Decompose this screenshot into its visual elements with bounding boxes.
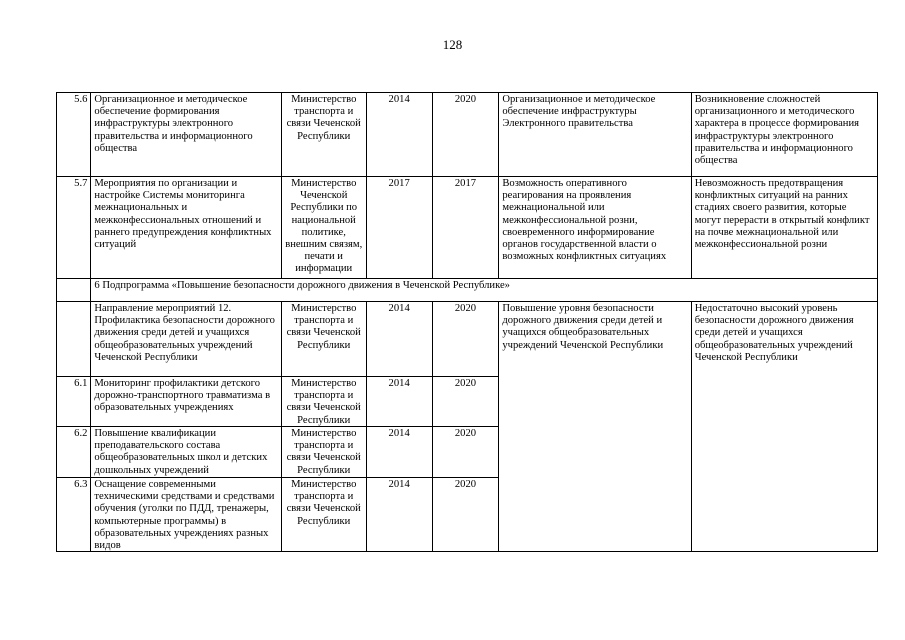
result-cell: Повышение уровня безопасности дорожного движения среди детей и учащихся общеобразовательных учреждений Чеченской Республики	[499, 302, 691, 552]
risk-cell	[691, 93, 877, 177]
risk-text: Возникновение сложностей организационного и методического характера в процессе формирования инфраструктуры электронного правительства и информационного общества	[694, 94, 860, 167]
empty-number-cell	[57, 279, 91, 302]
start-year: 2017	[366, 177, 432, 279]
end-year: 2020	[432, 478, 499, 552]
activity-cell	[91, 377, 281, 427]
activity-text: Направление мероприятий 12. Профилактика безопасности дорожного движения среди детей и учащихся общеобразовательных учреждений Чеченской Республики	[94, 303, 275, 363]
row-number: 5.6	[57, 93, 91, 177]
executor-text: Министерство транспорта и связи Чеченской Республики	[286, 303, 361, 351]
executor-cell	[281, 93, 366, 177]
row-number: 6.3	[57, 478, 91, 552]
executor-cell	[281, 427, 366, 478]
activity-text: Организационное и методическое обеспечение формирования инфраструктуры электронного правительства и информационного общества	[94, 94, 253, 154]
risk-cell	[691, 177, 877, 279]
empty-number-cell	[57, 302, 91, 377]
executor-text: Министерство транспорта и связи Чеченской Республики	[286, 428, 361, 476]
executor-cell	[281, 377, 366, 427]
executor-text: Министерство транспорта и связи Чеченской Республики	[286, 378, 361, 426]
result-text: Организационное и методическое обеспечение инфраструктуры Электронного правительства	[502, 94, 656, 130]
table-row	[57, 177, 878, 279]
program-activities-table	[56, 92, 878, 552]
result-cell	[499, 177, 691, 279]
risk-text: Невозможность предотвращения конфликтных ситуаций на ранних стадиях своего развития, которые могут перерасти в открытый конфликт на почве межнациональной или межконфессиональной розни	[694, 178, 870, 251]
executor-text: Министерство транспорта и связи Чеченской Республики	[286, 479, 361, 527]
end-year: 2020	[432, 302, 499, 377]
activity-text: Мероприятия по организации и настройке Системы мониторинга межнациональных и межконфессиональных отношений и раннего предупреждения конфликтных ситуаций	[94, 178, 272, 251]
activity-cell	[91, 302, 281, 377]
start-year: 2014	[366, 377, 432, 427]
risk-cell: Недостаточно высокий уровень безопасности дорожного движения среди детей и учащихся общеобразовательных учреждений Чеченской Республики	[691, 302, 877, 552]
start-year: 2014	[366, 93, 432, 177]
executor-text: Министерство транспорта и связи Чеченской Республики	[286, 94, 361, 142]
executor-cell	[281, 478, 366, 552]
activity-cell	[91, 93, 281, 177]
result-text: Возможность оперативного реагирования на проявления межнациональной или межконфессиональной розни, своевременного информирование органов государственной власти о возможных конфликтных ситуациях	[502, 178, 667, 263]
end-year: 2017	[432, 177, 499, 279]
activity-cell	[91, 478, 281, 552]
start-year: 2014	[366, 302, 432, 377]
activity-text: Мониторинг профилактики детского дорожно-транспортного травматизма в образовательных учреждениях	[94, 378, 271, 414]
end-year: 2020	[432, 93, 499, 177]
end-year: 2020	[432, 377, 499, 427]
executor-text: Министерство Чеченской Республики по национальной политике, внешним связям, печати и информации	[285, 178, 363, 275]
start-year: 2014	[366, 478, 432, 552]
page-number: 128	[442, 37, 463, 52]
row-number: 6.1	[57, 377, 91, 427]
activity-text: Оснащение современными техническими средствами и средствами обучения (уголки по ПДД, тренажеры, компьютерные программы) в образовательных учреждениях разных видов	[94, 479, 275, 551]
subprogram-title: 6 Подпрограмма «Повышение безопасности дорожного движения в Чеченской Республике»	[91, 279, 878, 302]
executor-cell	[281, 302, 366, 377]
table-row	[57, 302, 878, 377]
start-year: 2014	[366, 427, 432, 478]
row-number: 5.7	[57, 177, 91, 279]
activity-cell	[91, 177, 281, 279]
activity-text: Повышение квалификации преподавательского состава общеобразовательных школ и детских дошкольных учреждений	[94, 428, 268, 476]
executor-cell	[281, 177, 366, 279]
activity-cell	[91, 427, 281, 478]
table-row	[57, 93, 878, 177]
result-cell	[499, 93, 691, 177]
row-number: 6.2	[57, 427, 91, 478]
end-year: 2020	[432, 427, 499, 478]
subprogram-header-row	[57, 279, 878, 302]
